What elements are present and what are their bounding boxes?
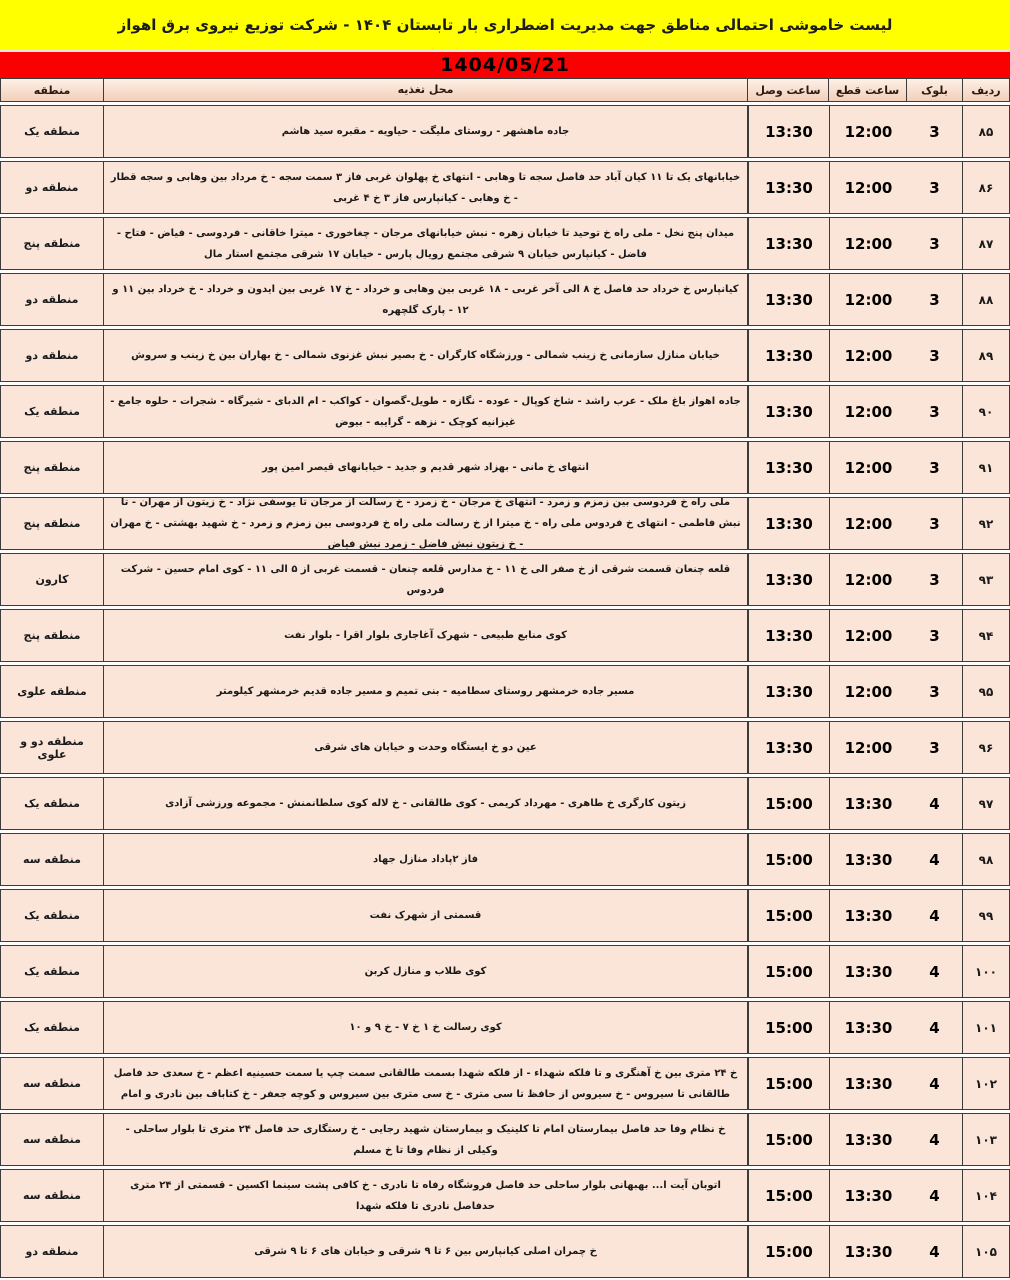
region-cell: منطقه دو (1, 274, 104, 325)
table-row (0, 1001, 1010, 1054)
block-cell: 3 (907, 722, 963, 773)
table-header-row (0, 78, 1010, 102)
table-row (0, 497, 1010, 550)
cutoff-time-cell: 13:30 (829, 1114, 907, 1165)
row-number-cell: ۹۸ (978, 852, 994, 867)
page-title: لیست خاموشی احتمالی مناطق جهت مدیریت اضطراری بار تابستان ۱۴۰۴ - شرکت توزیع نیروی برق اهواز (117, 16, 893, 34)
reconnect-time-cell: 15:00 (748, 946, 829, 997)
table-row (0, 665, 1010, 718)
region-cell: منطقه سه (1, 1058, 104, 1109)
date-bar (0, 52, 1010, 78)
schedule-date: 1404/05/21 (440, 54, 570, 76)
block-cell: 3 (907, 106, 963, 157)
cutoff-time-cell: 12:00 (829, 218, 907, 269)
table-row (0, 105, 1010, 158)
reconnect-time-cell: 13:30 (748, 274, 829, 325)
block-cell: 4 (907, 778, 963, 829)
column-header-reconnect: ساعت وصل (748, 79, 829, 101)
cutoff-time-cell: 13:30 (829, 1002, 907, 1053)
region-cell: منطقه یک (1, 778, 104, 829)
block-cell: 4 (907, 1002, 963, 1053)
row-number-cell: ۱۰۲ (975, 1076, 997, 1091)
location-cell: خ ۲۴ متری بین خ آهنگری و تا فلکه شهداء - از فلکه شهدا بسمت طالقانی سمت چپ یا سمت حسینیه اعظم - خ سعدی حد فاصل طالقانی تا سیروس - خ سیروس از حافظ تا سی متری - خ سی متری بین سیروس و کوچه جعفر - خ کتاباف بین نادری و امام (104, 1058, 748, 1109)
region-cell: منطقه یک (1, 386, 104, 437)
column-header-location: محل تغذیه (104, 79, 748, 101)
block-cell: 3 (907, 442, 963, 493)
block-cell: 4 (907, 1114, 963, 1165)
cutoff-time-cell: 13:30 (829, 778, 907, 829)
row-number-cell: ۹۳ (978, 572, 994, 587)
row-number-cell: ۹۶ (978, 740, 994, 755)
cutoff-time-cell: 12:00 (829, 498, 907, 549)
row-number-cell: ۱۰۰ (975, 964, 997, 979)
cutoff-time-cell: 13:30 (829, 1226, 907, 1277)
row-number-cell: ۹۰ (978, 404, 994, 419)
location-cell: زیتون کارگری خ طاهری - مهرداد کریمی - کوی طالقانی - خ لاله کوی سلطانمنش - مجموعه ورزشی آزادی (104, 778, 748, 829)
region-cell: منطقه پنج (1, 442, 104, 493)
location-cell: خ نظام وفا حد فاصل بیمارستان امام تا کلینیک و بیمارستان شهید رجایی - خ رستگاری حد فاصل ۲۴ متری تا بلوار ساحلی - وکیلی از نظام وفا تا خ مسلم (104, 1114, 748, 1165)
outage-table (0, 78, 1010, 1278)
block-cell: 3 (907, 386, 963, 437)
block-cell: 4 (907, 1170, 963, 1221)
column-header-block: بلوک (907, 79, 963, 101)
row-number-cell: ۹۹ (978, 908, 994, 923)
row-number-cell: ۸۵ (978, 124, 994, 139)
location-cell: قلعه چنعان قسمت شرقی از خ صفر الی خ ۱۱ - خ مدارس قلعه چنعان - قسمت غربی از ۵ الی ۱۱ - کوی امام حسین - شرکت فردوس (104, 554, 748, 605)
table-row (0, 441, 1010, 494)
region-cell: منطقه یک (1, 946, 104, 997)
block-cell: 3 (907, 218, 963, 269)
reconnect-time-cell: 13:30 (748, 442, 829, 493)
reconnect-time-cell: 13:30 (748, 498, 829, 549)
cutoff-time-cell: 13:30 (829, 1058, 907, 1109)
table-row (0, 1113, 1010, 1166)
region-cell: منطقه دو (1, 162, 104, 213)
location-cell: قسمتی از شهرک نفت (104, 890, 748, 941)
cutoff-time-cell: 12:00 (829, 554, 907, 605)
table-row (0, 217, 1010, 270)
row-number-cell: ۱۰۵ (975, 1244, 997, 1259)
location-cell: کوی منابع طبیعی - شهرک آغاجاری بلوار اقرا - بلوار نفت (104, 610, 748, 661)
cutoff-time-cell: 12:00 (829, 442, 907, 493)
cutoff-time-cell: 13:30 (829, 946, 907, 997)
reconnect-time-cell: 13:30 (748, 330, 829, 381)
reconnect-time-cell: 13:30 (748, 106, 829, 157)
row-number-cell: ۹۴ (978, 628, 994, 643)
location-cell: کوی طلاب و منازل کربن (104, 946, 748, 997)
block-cell: 3 (907, 330, 963, 381)
row-number-cell: ۱۰۱ (975, 1020, 997, 1035)
cutoff-time-cell: 13:30 (829, 890, 907, 941)
cutoff-time-cell: 13:30 (829, 1170, 907, 1221)
table-row (0, 1169, 1010, 1222)
table-row (0, 945, 1010, 998)
reconnect-time-cell: 15:00 (748, 834, 829, 885)
location-cell: خیابانهای یک تا ۱۱ کیان آباد حد فاصل سجه تا وهابی - انتهای خ پهلوان غربی فاز ۳ سمت سجه - خ مرداد بین وهابی و سجه قطار - خ وهابی - کیانپارس فاز ۳ خ ۴ غربی (104, 162, 748, 213)
row-number-cell: ۱۰۴ (975, 1188, 997, 1203)
location-cell: خ چمران اصلی کیانپارس بین ۶ تا ۹ شرقی و خیابان های ۶ تا ۹ شرقی (104, 1226, 748, 1277)
row-number-cell: ۹۷ (978, 796, 994, 811)
reconnect-time-cell: 13:30 (748, 610, 829, 661)
row-number-cell: ۱۰۳ (975, 1132, 997, 1147)
region-cell: منطقه یک (1, 1002, 104, 1053)
cutoff-time-cell: 12:00 (829, 610, 907, 661)
location-cell: مسیر جاده خرمشهر روستای سطامیه - بنی تمیم و مسیر جاده قدیم خرمشهر کیلومتر (104, 666, 748, 717)
reconnect-time-cell: 13:30 (748, 722, 829, 773)
region-cell: منطقه پنج (1, 498, 104, 549)
region-cell: کارون (1, 554, 104, 605)
region-cell: منطقه یک (1, 106, 104, 157)
region-cell: منطقه سه (1, 1114, 104, 1165)
cutoff-time-cell: 12:00 (829, 162, 907, 213)
table-row (0, 1225, 1010, 1278)
table-row (0, 329, 1010, 382)
table-row (0, 385, 1010, 438)
row-number-cell: ۹۵ (978, 684, 994, 699)
region-cell: منطقه سه (1, 1170, 104, 1221)
block-cell: 3 (907, 666, 963, 717)
block-cell: 3 (907, 554, 963, 605)
region-cell: منطقه دو (1, 1226, 104, 1277)
location-cell: عین دو خ ایستگاه وحدت و خیابان های شرقی (104, 722, 748, 773)
location-cell: جاده اهواز باغ ملک - عرب راشد - شاخ کوپال - عوده - نگازه - طویل-گصوان - کواکب - ام الدبای - شیرگاه - شجرات - حلوه جامع - غیزانیه کوچک - نزهه - گرایبه - بیوض (104, 386, 748, 437)
location-cell: ملی راه خ فردوسی بین زمزم و زمرد - انتهای خ مرجان - خ زمرد - خ رسالت از مرجان تا یوسفی نژاد - خ زیتون از مهران - تا نبش فاطمی - انتهای خ فردوس ملی راه - خ میترا از خ رسالت ملی راه خ فردوسی بین زمزم و زمرد - خ شهید بهشتی - خ مهران - خ زیتون نبش فاضل - زمرد نبش فیاض (104, 498, 748, 549)
reconnect-time-cell: 15:00 (748, 1058, 829, 1109)
location-cell: میدان پنج نخل - ملی راه خ توحید تا خیابان زهره - نبش خیابانهای مرجان - چغاخوری - میترا خاقانی - فردوسی - فیاض - فتاح - فاضل - کیانپارس خیابان ۹ شرقی مجتمع رویال پارس - خیابان ۱۷ شرقی مجتمع استار مال (104, 218, 748, 269)
cutoff-time-cell: 12:00 (829, 722, 907, 773)
block-cell: 3 (907, 498, 963, 549)
location-cell: خیابان منازل سازمانی خ زینب شمالی - ورزشگاه کارگران - خ بصیر نبش غزنوی شمالی - خ بهاران بین خ زینب و سروش (104, 330, 748, 381)
reconnect-time-cell: 15:00 (748, 778, 829, 829)
reconnect-time-cell: 15:00 (748, 890, 829, 941)
region-cell: منطقه دو (1, 330, 104, 381)
block-cell: 4 (907, 1058, 963, 1109)
table-row (0, 553, 1010, 606)
row-number-cell: ۸۹ (978, 348, 994, 363)
region-cell: منطقه یک (1, 890, 104, 941)
block-cell: 4 (907, 834, 963, 885)
location-cell: کیانپارس خ خرداد حد فاصل خ ۸ الی آخر غربی - ۱۸ غربی بین وهابی و خرداد - خ ۱۷ غربی بین ایدون و خرداد - خ خرداد بین ۱۱ و ۱۲ - پارک گلچهره (104, 274, 748, 325)
cutoff-time-cell: 12:00 (829, 386, 907, 437)
column-header-rownum: ردیف (971, 83, 1001, 97)
region-cell: منطقه دو و علوی (1, 722, 104, 773)
table-row (0, 609, 1010, 662)
reconnect-time-cell: 13:30 (748, 162, 829, 213)
cutoff-time-cell: 12:00 (829, 274, 907, 325)
row-number-cell: ۹۲ (978, 516, 994, 531)
table-row (0, 273, 1010, 326)
location-cell: جاده ماهشهر - روستای ملیگت - حیاویه - مقبره سید هاشم (104, 106, 748, 157)
region-cell: منطقه پنج (1, 218, 104, 269)
cutoff-time-cell: 12:00 (829, 666, 907, 717)
block-cell: 3 (907, 610, 963, 661)
row-number-cell: ۸۶ (978, 180, 994, 195)
reconnect-time-cell: 15:00 (748, 1114, 829, 1165)
cutoff-time-cell: 12:00 (829, 330, 907, 381)
reconnect-time-cell: 15:00 (748, 1226, 829, 1277)
location-cell: کوی رسالت خ ۱ خ ۷ - خ ۹ و ۱۰ (104, 1002, 748, 1053)
reconnect-time-cell: 15:00 (748, 1002, 829, 1053)
reconnect-time-cell: 15:00 (748, 1170, 829, 1221)
reconnect-time-cell: 13:30 (748, 554, 829, 605)
cutoff-time-cell: 13:30 (829, 834, 907, 885)
block-cell: 3 (907, 162, 963, 213)
table-row (0, 1057, 1010, 1110)
table-row (0, 889, 1010, 942)
row-number-cell: ۹۱ (978, 460, 994, 475)
region-cell: منطقه علوی (1, 666, 104, 717)
reconnect-time-cell: 13:30 (748, 386, 829, 437)
location-cell: فاز ۲پاداد منازل جهاد (104, 834, 748, 885)
region-cell: منطقه پنج (1, 610, 104, 661)
block-cell: 4 (907, 1226, 963, 1277)
table-row (0, 161, 1010, 214)
block-cell: 4 (907, 890, 963, 941)
table-body (0, 105, 1010, 1278)
row-number-cell: ۸۸ (978, 292, 994, 307)
table-row (0, 777, 1010, 830)
reconnect-time-cell: 13:30 (748, 666, 829, 717)
cutoff-time-cell: 12:00 (829, 106, 907, 157)
title-bar (0, 0, 1010, 52)
table-row (0, 833, 1010, 886)
column-header-region: منطقه (1, 79, 104, 101)
block-cell: 4 (907, 946, 963, 997)
location-cell: انتهای خ مانی - بهزاد شهر قدیم و جدید - خیابانهای قیصر امین پور (104, 442, 748, 493)
location-cell: اتوبان آیت ا... بهبهانی بلوار ساحلی حد فاصل فروشگاه رفاه تا نادری - خ کافی پشت سینما اکسین - قسمتی از ۲۴ متری حدفاصل نادری تا فلکه شهدا (104, 1170, 748, 1221)
column-header-cutoff: ساعت قطع (829, 79, 907, 101)
region-cell: منطقه سه (1, 834, 104, 885)
table-row (0, 721, 1010, 774)
block-cell: 3 (907, 274, 963, 325)
reconnect-time-cell: 13:30 (748, 218, 829, 269)
row-number-cell: ۸۷ (978, 236, 994, 251)
